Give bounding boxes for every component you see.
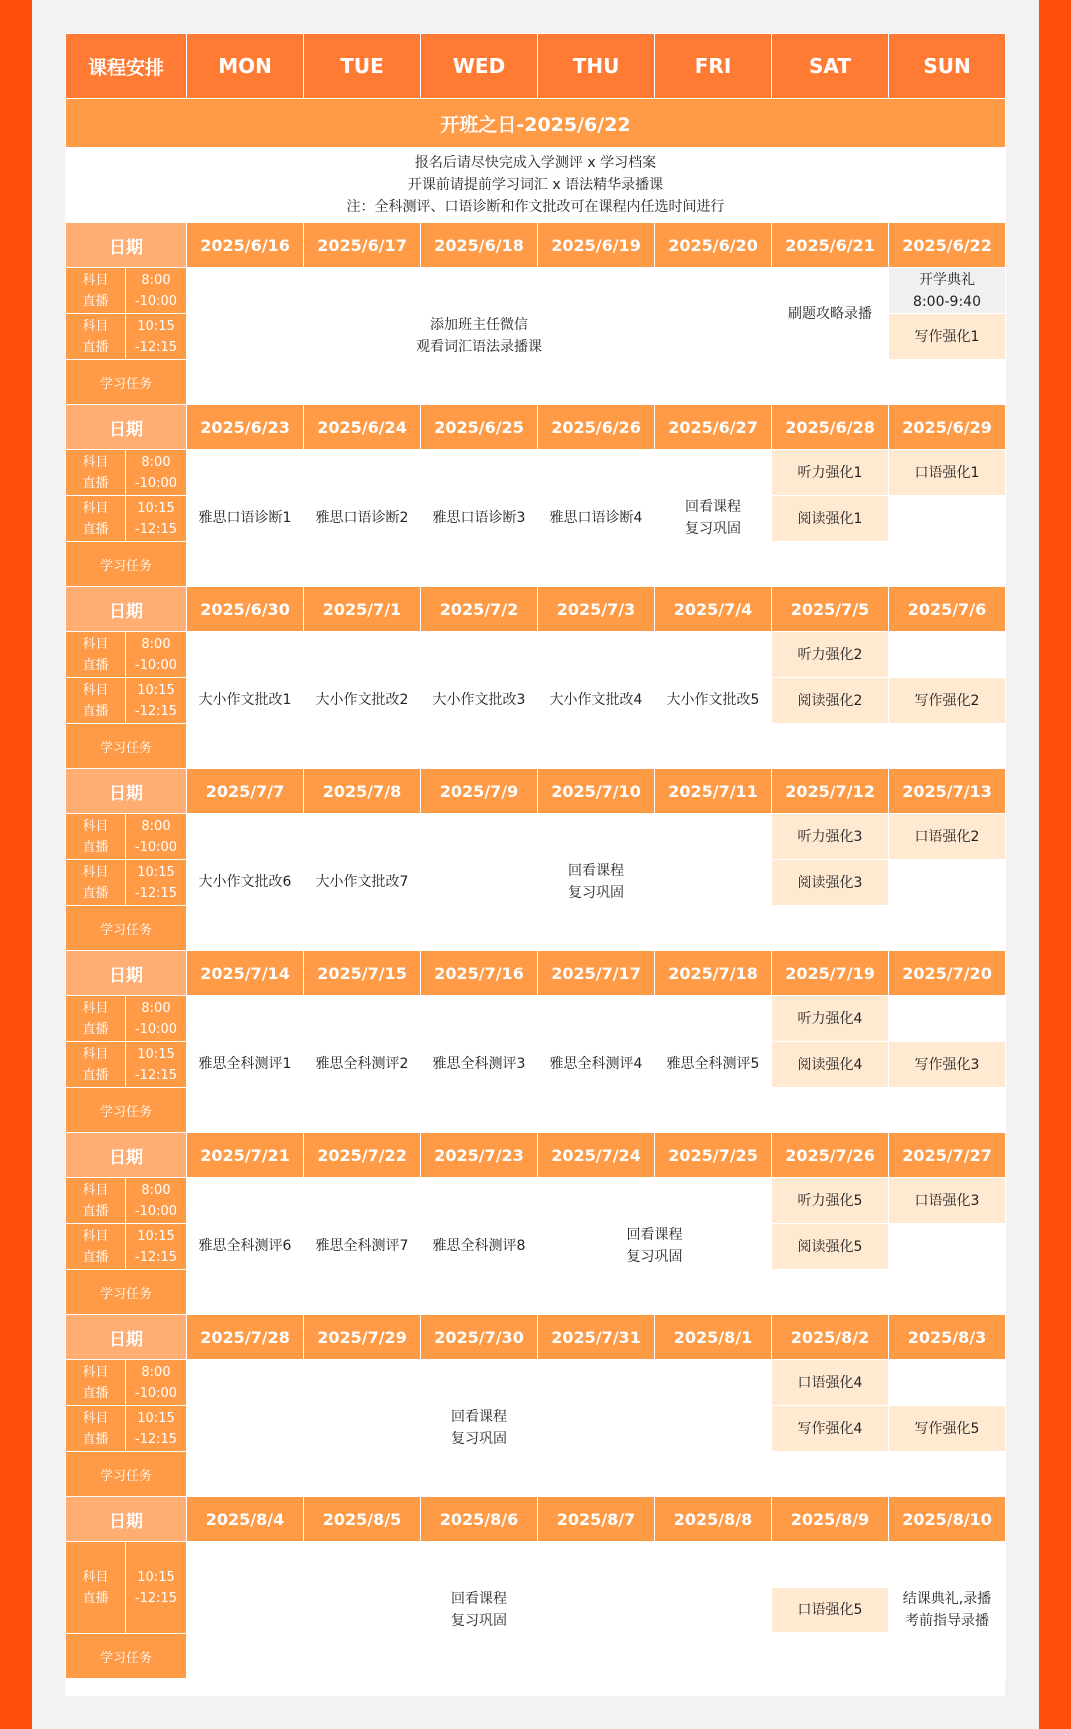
subject-label: 科目 直播 (66, 1360, 126, 1406)
date-cell: 2025/7/9 (421, 769, 538, 814)
date-cell: 2025/6/21 (772, 223, 889, 268)
time-slot-1: 8:00 -10:00 (126, 814, 187, 860)
date-label: 日期 (66, 587, 187, 632)
day-fri: FRI (655, 34, 772, 99)
course-cell: 口语强化1 (889, 450, 1006, 496)
empty-cell (889, 1360, 1006, 1406)
week-date-row (66, 587, 1006, 632)
course-cell: 阅读强化1 (772, 496, 889, 542)
subject-label: 科目 直播 (66, 1224, 126, 1270)
course-cell: 回看课程 复习巩固 (655, 450, 772, 587)
date-cell: 2025/7/26 (772, 1133, 889, 1178)
course-cell: 雅思全科测评3 (421, 996, 538, 1133)
date-cell: 2025/7/8 (304, 769, 421, 814)
course-cell: 听力强化5 (772, 1178, 889, 1224)
week-date-row (66, 1315, 1006, 1360)
time-slot-1: 8:00 -10:00 (126, 450, 187, 496)
empty-cell (889, 632, 1006, 678)
date-label: 日期 (66, 951, 187, 996)
day-mon: MON (187, 34, 304, 99)
day-sun: SUN (889, 34, 1006, 99)
course-cell: 雅思全科测评8 (421, 1178, 538, 1315)
course-cell: 阅读强化2 (772, 678, 889, 724)
week-date-row (66, 951, 1006, 996)
task-label: 学习任务 (66, 360, 187, 405)
course-cell: 结课典礼,录播 考前指导录播 (889, 1542, 1006, 1679)
schedule-table (65, 33, 1006, 1679)
subject-label: 科目 直播 (66, 814, 126, 860)
date-cell: 2025/7/15 (304, 951, 421, 996)
date-label: 日期 (66, 1133, 187, 1178)
empty-cell (772, 1452, 889, 1497)
task-label: 学习任务 (66, 1634, 187, 1679)
course-cell: 写作强化1 (889, 314, 1006, 360)
notes (66, 148, 1006, 223)
date-cell: 2025/6/26 (538, 405, 655, 450)
course-cell: 大小作文批改7 (304, 814, 421, 951)
course-cell: 口语强化2 (889, 814, 1006, 860)
date-cell: 2025/7/30 (421, 1315, 538, 1360)
opening-date: 开班之日-2025/6/22 (66, 99, 1006, 148)
course-cell: 大小作文批改5 (655, 632, 772, 769)
course-cell: 写作强化4 (772, 1406, 889, 1452)
time-slot-2: 10:15 -12:15 (126, 1224, 187, 1270)
task-label: 学习任务 (66, 542, 187, 587)
date-cell: 2025/7/4 (655, 587, 772, 632)
empty-cell (889, 1452, 1006, 1497)
date-cell: 2025/7/10 (538, 769, 655, 814)
date-cell: 2025/6/29 (889, 405, 1006, 450)
day-wed: WED (421, 34, 538, 99)
date-cell: 2025/7/25 (655, 1133, 772, 1178)
course-cell: 回看课程 复习巩固 (187, 1360, 772, 1497)
empty-cell (772, 1088, 889, 1133)
week-date-row (66, 769, 1006, 814)
course-cell: 回看课程 复习巩固 (538, 1178, 772, 1315)
course-cell: 雅思全科测评1 (187, 996, 304, 1133)
date-cell: 2025/7/2 (421, 587, 538, 632)
task-label: 学习任务 (66, 1088, 187, 1133)
date-cell: 2025/8/9 (772, 1497, 889, 1542)
week-date-row (66, 1497, 1006, 1542)
week-date-row (66, 223, 1006, 268)
date-label: 日期 (66, 769, 187, 814)
course-cell: 阅读强化5 (772, 1224, 889, 1270)
course-cell: 雅思口语诊断4 (538, 450, 655, 587)
day-thu: THU (538, 34, 655, 99)
date-cell: 2025/8/8 (655, 1497, 772, 1542)
time-slot-2: 10:15 -12:15 (126, 860, 187, 906)
date-cell: 2025/7/16 (421, 951, 538, 996)
date-cell: 2025/7/31 (538, 1315, 655, 1360)
subject-label: 科目 直播 (66, 678, 126, 724)
empty-cell (889, 360, 1006, 405)
course-cell: 口语强化4 (772, 1360, 889, 1406)
course-cell: 阅读强化3 (772, 860, 889, 906)
date-cell: 2025/7/28 (187, 1315, 304, 1360)
course-cell: 写作强化2 (889, 678, 1006, 724)
date-cell: 2025/7/19 (772, 951, 889, 996)
time-slot-1: 8:00 -10:00 (126, 632, 187, 678)
empty-cell (772, 906, 889, 951)
subject-label: 科目 直播 (66, 268, 126, 314)
date-cell: 2025/8/4 (187, 1497, 304, 1542)
course-cell: 雅思全科测评2 (304, 996, 421, 1133)
date-cell: 2025/7/7 (187, 769, 304, 814)
course-cell: 写作强化3 (889, 1042, 1006, 1088)
subject-label: 科目 直播 (66, 860, 126, 906)
course-cell: 雅思全科测评7 (304, 1178, 421, 1315)
course-cell: 大小作文批改2 (304, 632, 421, 769)
empty-cell (889, 860, 1006, 951)
date-cell: 2025/7/21 (187, 1133, 304, 1178)
opening-row (66, 99, 1006, 148)
time-slot-2: 10:15 -12:15 (126, 496, 187, 542)
subject-label: 科目 直播 (66, 1542, 126, 1634)
task-label: 学习任务 (66, 1452, 187, 1497)
course-cell: 添加班主任微信 观看词汇语法录播课 (187, 268, 772, 405)
course-cell: 大小作文批改6 (187, 814, 304, 951)
date-cell: 2025/8/6 (421, 1497, 538, 1542)
schedule-panel (65, 33, 1005, 1696)
date-cell: 2025/6/22 (889, 223, 1006, 268)
subject-label: 科目 直播 (66, 1042, 126, 1088)
course-cell: 大小作文批改1 (187, 632, 304, 769)
header-row (66, 34, 1006, 99)
empty-cell (772, 360, 889, 405)
day-tue: TUE (304, 34, 421, 99)
empty-cell (889, 996, 1006, 1042)
date-cell: 2025/7/12 (772, 769, 889, 814)
task-label: 学习任务 (66, 724, 187, 769)
date-cell: 2025/6/18 (421, 223, 538, 268)
course-cell: 大小作文批改4 (538, 632, 655, 769)
subject-label: 科目 直播 (66, 496, 126, 542)
date-cell: 2025/7/24 (538, 1133, 655, 1178)
subject-label: 科目 直播 (66, 1406, 126, 1452)
course-cell: 听力强化3 (772, 814, 889, 860)
subject-label: 科目 直播 (66, 996, 126, 1042)
empty-cell (889, 1088, 1006, 1133)
date-cell: 2025/6/30 (187, 587, 304, 632)
subject-label: 科目 直播 (66, 314, 126, 360)
date-cell: 2025/8/5 (304, 1497, 421, 1542)
date-cell: 2025/8/10 (889, 1497, 1006, 1542)
course-cell: 雅思口语诊断2 (304, 450, 421, 587)
date-cell: 2025/8/3 (889, 1315, 1006, 1360)
date-cell: 2025/7/22 (304, 1133, 421, 1178)
date-cell: 2025/7/20 (889, 951, 1006, 996)
left-border (0, 0, 32, 1729)
date-cell: 2025/7/5 (772, 587, 889, 632)
subject-label: 科目 直播 (66, 450, 126, 496)
date-cell: 2025/6/20 (655, 223, 772, 268)
time-slot-2: 10:15 -12:15 (126, 314, 187, 360)
course-cell: 雅思全科测评5 (655, 996, 772, 1133)
time-slot-1: 8:00 -10:00 (126, 1178, 187, 1224)
date-cell: 2025/6/23 (187, 405, 304, 450)
time-slot-2: 10:15 -12:15 (126, 1406, 187, 1452)
date-cell: 2025/7/1 (304, 587, 421, 632)
time-slot-1: 8:00 -10:00 (126, 996, 187, 1042)
empty-cell (772, 542, 889, 587)
empty-cell (889, 1224, 1006, 1315)
course-cell (772, 1542, 889, 1679)
empty-cell (889, 724, 1006, 769)
course-cell: 雅思口语诊断3 (421, 450, 538, 587)
note-line: 开课前请提前学习词汇 x 语法精华录播课 (407, 177, 664, 193)
task-label: 学习任务 (66, 906, 187, 951)
subject-label: 科目 直播 (66, 632, 126, 678)
course-cell: 听力强化2 (772, 632, 889, 678)
time-slot-2: 10:15 -12:15 (126, 1042, 187, 1088)
empty-cell (772, 724, 889, 769)
week-date-row (66, 405, 1006, 450)
date-cell: 2025/7/14 (187, 951, 304, 996)
course-cell: 口语强化3 (889, 1178, 1006, 1224)
date-cell: 2025/7/11 (655, 769, 772, 814)
schedule-title: 课程安排 (66, 34, 187, 99)
note-line: 注：全科测评、口语诊断和作文批改可在课程内任选时间进行 (346, 199, 725, 215)
subject-label: 科目 直播 (66, 1178, 126, 1224)
date-cell: 2025/7/29 (304, 1315, 421, 1360)
date-cell: 2025/8/7 (538, 1497, 655, 1542)
week-date-row (66, 1133, 1006, 1178)
date-cell: 2025/6/28 (772, 405, 889, 450)
note-line: 报名后请尽快完成入学测评 x 学习档案 (414, 155, 657, 171)
course-cell: 雅思口语诊断1 (187, 450, 304, 587)
date-label: 日期 (66, 1315, 187, 1360)
date-cell: 2025/8/2 (772, 1315, 889, 1360)
date-cell: 2025/7/18 (655, 951, 772, 996)
notes-row (66, 148, 1006, 223)
time-slot-1: 8:00 -10:00 (126, 268, 187, 314)
date-cell: 2025/6/17 (304, 223, 421, 268)
empty-cell (889, 496, 1006, 587)
course-cell: 听力强化4 (772, 996, 889, 1042)
course-cell: 回看课程 复习巩固 (187, 1542, 772, 1679)
course-cell: 回看课程 复习巩固 (421, 814, 772, 951)
course-cell: 雅思全科测评6 (187, 1178, 304, 1315)
empty-cell (772, 1270, 889, 1315)
course-cell: 雅思全科测评4 (538, 996, 655, 1133)
time-slot-1: 8:00 -10:00 (126, 1360, 187, 1406)
time-slot-2: 10:15 -12:15 (126, 1542, 187, 1634)
course-cell: 阅读强化4 (772, 1042, 889, 1088)
date-cell: 2025/7/13 (889, 769, 1006, 814)
date-cell: 2025/7/23 (421, 1133, 538, 1178)
task-label: 学习任务 (66, 1270, 187, 1315)
date-cell: 2025/8/1 (655, 1315, 772, 1360)
date-cell: 2025/7/3 (538, 587, 655, 632)
date-cell: 2025/6/19 (538, 223, 655, 268)
date-label: 日期 (66, 405, 187, 450)
date-label: 日期 (66, 1497, 187, 1542)
date-cell: 2025/6/24 (304, 405, 421, 450)
date-label: 日期 (66, 223, 187, 268)
day-sat: SAT (772, 34, 889, 99)
course-cell: 口语强化5 (772, 1588, 888, 1632)
date-cell: 2025/6/16 (187, 223, 304, 268)
right-border (1039, 0, 1071, 1729)
course-cell: 大小作文批改3 (421, 632, 538, 769)
date-cell: 2025/7/17 (538, 951, 655, 996)
course-cell: 写作强化5 (889, 1406, 1006, 1452)
time-slot-2: 10:15 -12:15 (126, 678, 187, 724)
course-cell: 听力强化1 (772, 450, 889, 496)
date-cell: 2025/6/27 (655, 405, 772, 450)
date-cell: 2025/7/27 (889, 1133, 1006, 1178)
course-cell: 刷题攻略录播 (772, 268, 889, 360)
date-cell: 2025/6/25 (421, 405, 538, 450)
course-cell: 开学典礼 8:00-9:40 (889, 268, 1006, 314)
date-cell: 2025/7/6 (889, 587, 1006, 632)
